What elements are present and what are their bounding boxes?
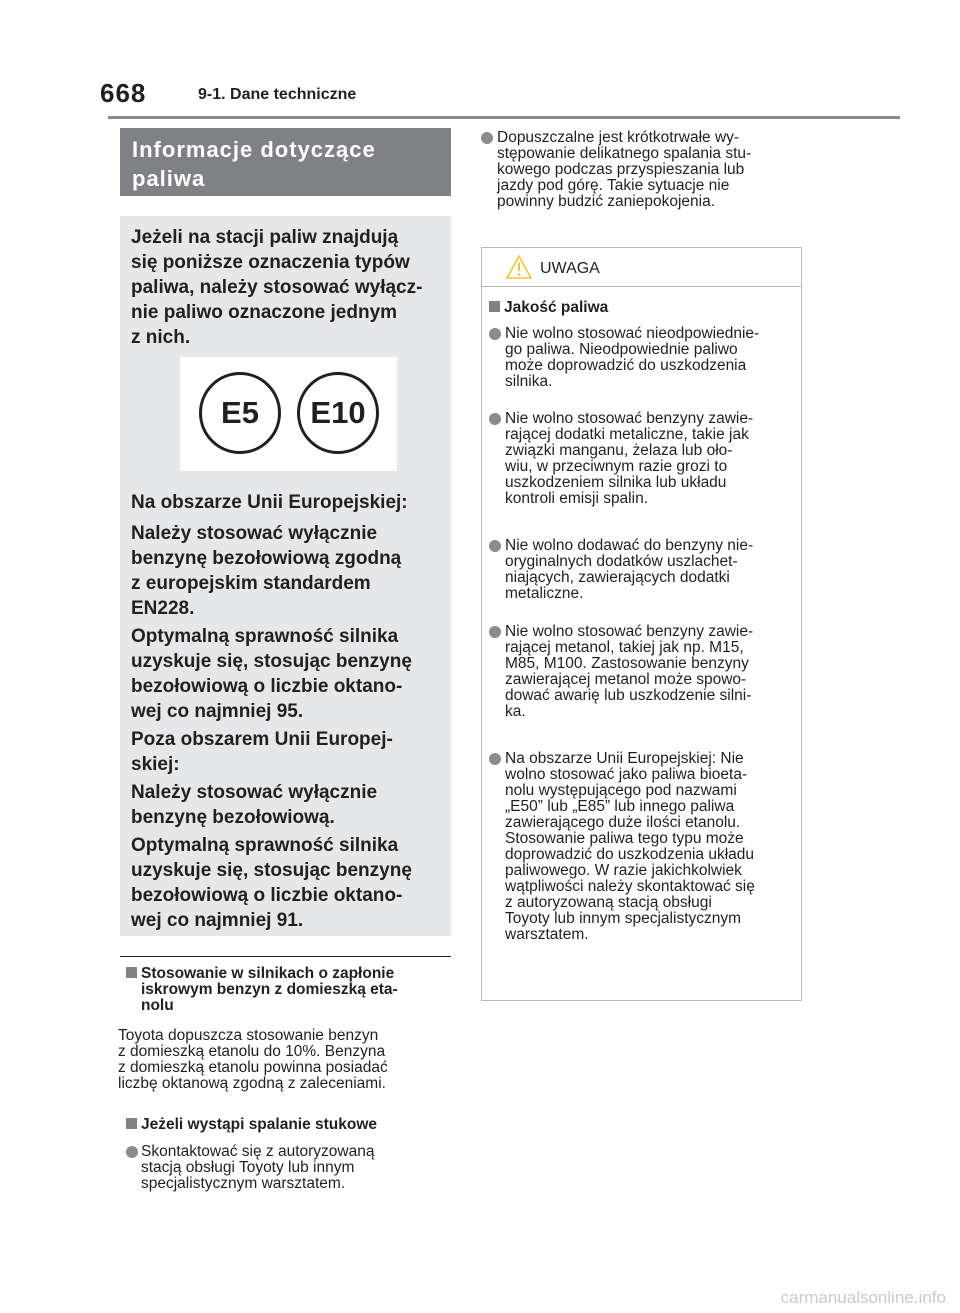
square-bullet-icon (126, 1118, 137, 1129)
panel-line: benzynę bezołowiową. (131, 807, 335, 828)
title-line: paliwa (132, 166, 206, 191)
body-line: jazdy pod górę. Takie sytuacje nie (497, 177, 730, 194)
eu-paragraph-2 (131, 624, 412, 724)
panel-line: Jeżeli na stacji paliw znajdują (131, 227, 399, 248)
square-bullet-icon (489, 301, 500, 312)
body-line: związki manganu, żelaza lub oło- (505, 442, 733, 459)
body-line: kontroli emisji spalin. (505, 490, 648, 507)
panel-line: bezołowiową o liczbie oktano- (131, 885, 403, 906)
round-bullet-icon (489, 328, 501, 340)
panel-line: wej co najmniej 95. (131, 701, 304, 722)
panel-line: nie paliwo oznaczone jednym (131, 302, 398, 323)
body-line: Toyoty lub innym specjalistycznym (505, 910, 742, 927)
panel-line: Należy stosować wyłącznie (131, 523, 378, 544)
warning-bullet-5 (505, 751, 755, 943)
body-line: dować awarię lub uszkodzenie silni- (505, 687, 752, 704)
round-bullet-icon (481, 132, 493, 144)
body-line: specjalistycznym warsztatem. (141, 1175, 346, 1192)
fuel-quality-heading (489, 300, 608, 316)
panel-line: EN228. (131, 598, 195, 619)
body-line: Nie wolno stosować benzyny zawie- (505, 410, 754, 427)
page-number: 668 (100, 78, 147, 108)
panel-line: się poniższe oznaczenia typów (131, 252, 410, 273)
panel-line: bezołowiową o liczbie oktano- (131, 676, 403, 697)
heading-line: Stosowanie w silnikach o zapłonie (141, 965, 395, 982)
panel-line: z europejskim standardem (131, 573, 371, 594)
eu-heading: Na obszarze Unii Europejskiej: (131, 492, 408, 513)
body-line: Na obszarze Unii Europejskiej: Nie (505, 750, 744, 767)
body-line: stacją obsługi Toyoty lub innym (141, 1159, 355, 1176)
body-line: zawierającego duże ilości etanolu. (505, 814, 741, 831)
section-title: 9-1. Dane techniczne (198, 86, 357, 103)
body-line: może doprowadzić do uszkodzenia (505, 357, 747, 374)
body-line: rającej metanol, takiej jak np. M15, (505, 639, 744, 656)
body-line: uszkodzeniem silnika lub układu (505, 474, 727, 491)
body-line: wątpliwości należy skontaktować się (505, 878, 755, 895)
watermark: carmanualsonline.info (780, 1288, 946, 1307)
round-bullet-icon (126, 1146, 138, 1158)
panel-divider (120, 956, 451, 957)
round-bullet-icon (489, 753, 501, 765)
e5-fuel-label: E5 (199, 372, 281, 454)
body-line: z autoryzowaną stacją obsługi (505, 894, 712, 911)
body-line: Stosowanie paliwa tego typu może (505, 830, 744, 847)
outside-eu-paragraph-1 (131, 780, 377, 830)
ethanol-heading (126, 966, 398, 1014)
panel-line: Optymalną sprawność silnika (131, 835, 399, 856)
body-line: zawierającej metanol może spowo- (505, 671, 747, 688)
round-bullet-icon (489, 413, 501, 425)
body-line: rającej dodatki metaliczne, takie jak (505, 426, 749, 443)
warning-bullet-2 (505, 411, 753, 507)
knocking-heading (126, 1117, 377, 1133)
heading-line: Jakość paliwa (504, 299, 609, 316)
panel-line: z nich. (131, 327, 191, 348)
body-line: oryginalnych dodatków uszlachet- (505, 553, 738, 570)
e10-fuel-label: E10 (297, 372, 379, 454)
heading-line: nolu (141, 997, 174, 1014)
panel-line: Należy stosować wyłącznie (131, 782, 378, 803)
panel-line: uzyskuje się, stosując benzynę (131, 860, 412, 881)
body-line: paliwowego. W razie jakichkolwiek (505, 862, 742, 879)
warning-title: UWAGA (540, 260, 600, 277)
body-line: Toyota dopuszcza stosowanie benzyn (118, 1027, 379, 1044)
body-line: „E50” lub „E85” lub innego paliwa (505, 798, 735, 815)
body-line: Nie wolno dodawać do benzyny nie- (505, 537, 754, 554)
panel-line: Poza obszarem Unii Europej- (131, 729, 393, 750)
body-line: Nie wolno stosować benzyny zawie- (505, 623, 754, 640)
header-rule (108, 116, 900, 119)
heading-line: Jeżeli wystąpi spalanie stukowe (141, 1116, 378, 1133)
body-line: niających, zawierających dodatki (505, 569, 730, 586)
eu-paragraph-1 (131, 521, 401, 621)
panel-line: wej co najmniej 91. (131, 910, 304, 931)
panel-line: paliwa, należy stosować wyłącz- (131, 277, 423, 298)
panel-line: uzyskuje się, stosując benzynę (131, 651, 412, 672)
body-line: M85, M100. Zastosowanie benzyny (505, 655, 749, 672)
body-line: go paliwa. Nieodpowiednie paliwo (505, 341, 738, 358)
knocking-bullet (141, 1144, 374, 1192)
panel-line: skiej: (131, 754, 180, 775)
fuel-label-image (180, 357, 397, 471)
body-line: nolu występującego pod nazwami (505, 782, 737, 799)
panel-intro (131, 225, 422, 350)
square-bullet-icon (126, 967, 137, 978)
body-line: powinny budzić zaniepokojenia. (497, 193, 716, 210)
title-box (120, 128, 451, 196)
body-line: Nie wolno stosować nieodpowiednie- (505, 325, 760, 342)
warning-bullet-4 (505, 624, 753, 720)
body-line: liczbę oktanową zgodną z zaleceniami. (118, 1075, 386, 1092)
heading-line: iskrowym benzyn z domieszką eta- (141, 981, 398, 998)
round-bullet-icon (489, 626, 501, 638)
body-line: Skontaktować się z autoryzowaną (141, 1143, 375, 1160)
body-line: silnika. (505, 373, 553, 390)
body-line: metaliczne. (505, 585, 584, 602)
title-line: Informacje dotyczące (132, 137, 376, 162)
body-line: wolno stosować jako paliwa bioeta- (505, 766, 748, 783)
body-line: Dopuszczalne jest krótkotrwałe wy- (497, 129, 740, 146)
body-line: kowego podczas przyspieszania lub (497, 161, 745, 178)
body-line: doprowadzić do uszkodzenia układu (505, 846, 755, 863)
body-line: warsztatem. (505, 926, 589, 943)
panel-line: Optymalną sprawność silnika (131, 626, 399, 647)
warning-bullet-1 (505, 326, 759, 390)
body-line: wiu, w przeciwnym razie grozi to (505, 458, 728, 475)
warning-bullet-3 (505, 538, 753, 602)
body-line: stępowanie delikatnego spalania stu- (497, 145, 752, 162)
body-line: z domieszką etanolu powinna posiadać (118, 1059, 388, 1076)
ethanol-paragraph (118, 1028, 388, 1092)
body-line: ka. (505, 703, 526, 720)
outside-eu-heading (131, 727, 393, 777)
knocking-allowed-bullet (497, 130, 751, 210)
body-line: z domieszką etanolu do 10%. Benzyna (118, 1043, 386, 1060)
warning-triangle-icon (506, 255, 532, 279)
outside-eu-paragraph-2 (131, 833, 412, 933)
panel-line: benzynę bezołowiową zgodną (131, 548, 402, 569)
round-bullet-icon (489, 540, 501, 552)
